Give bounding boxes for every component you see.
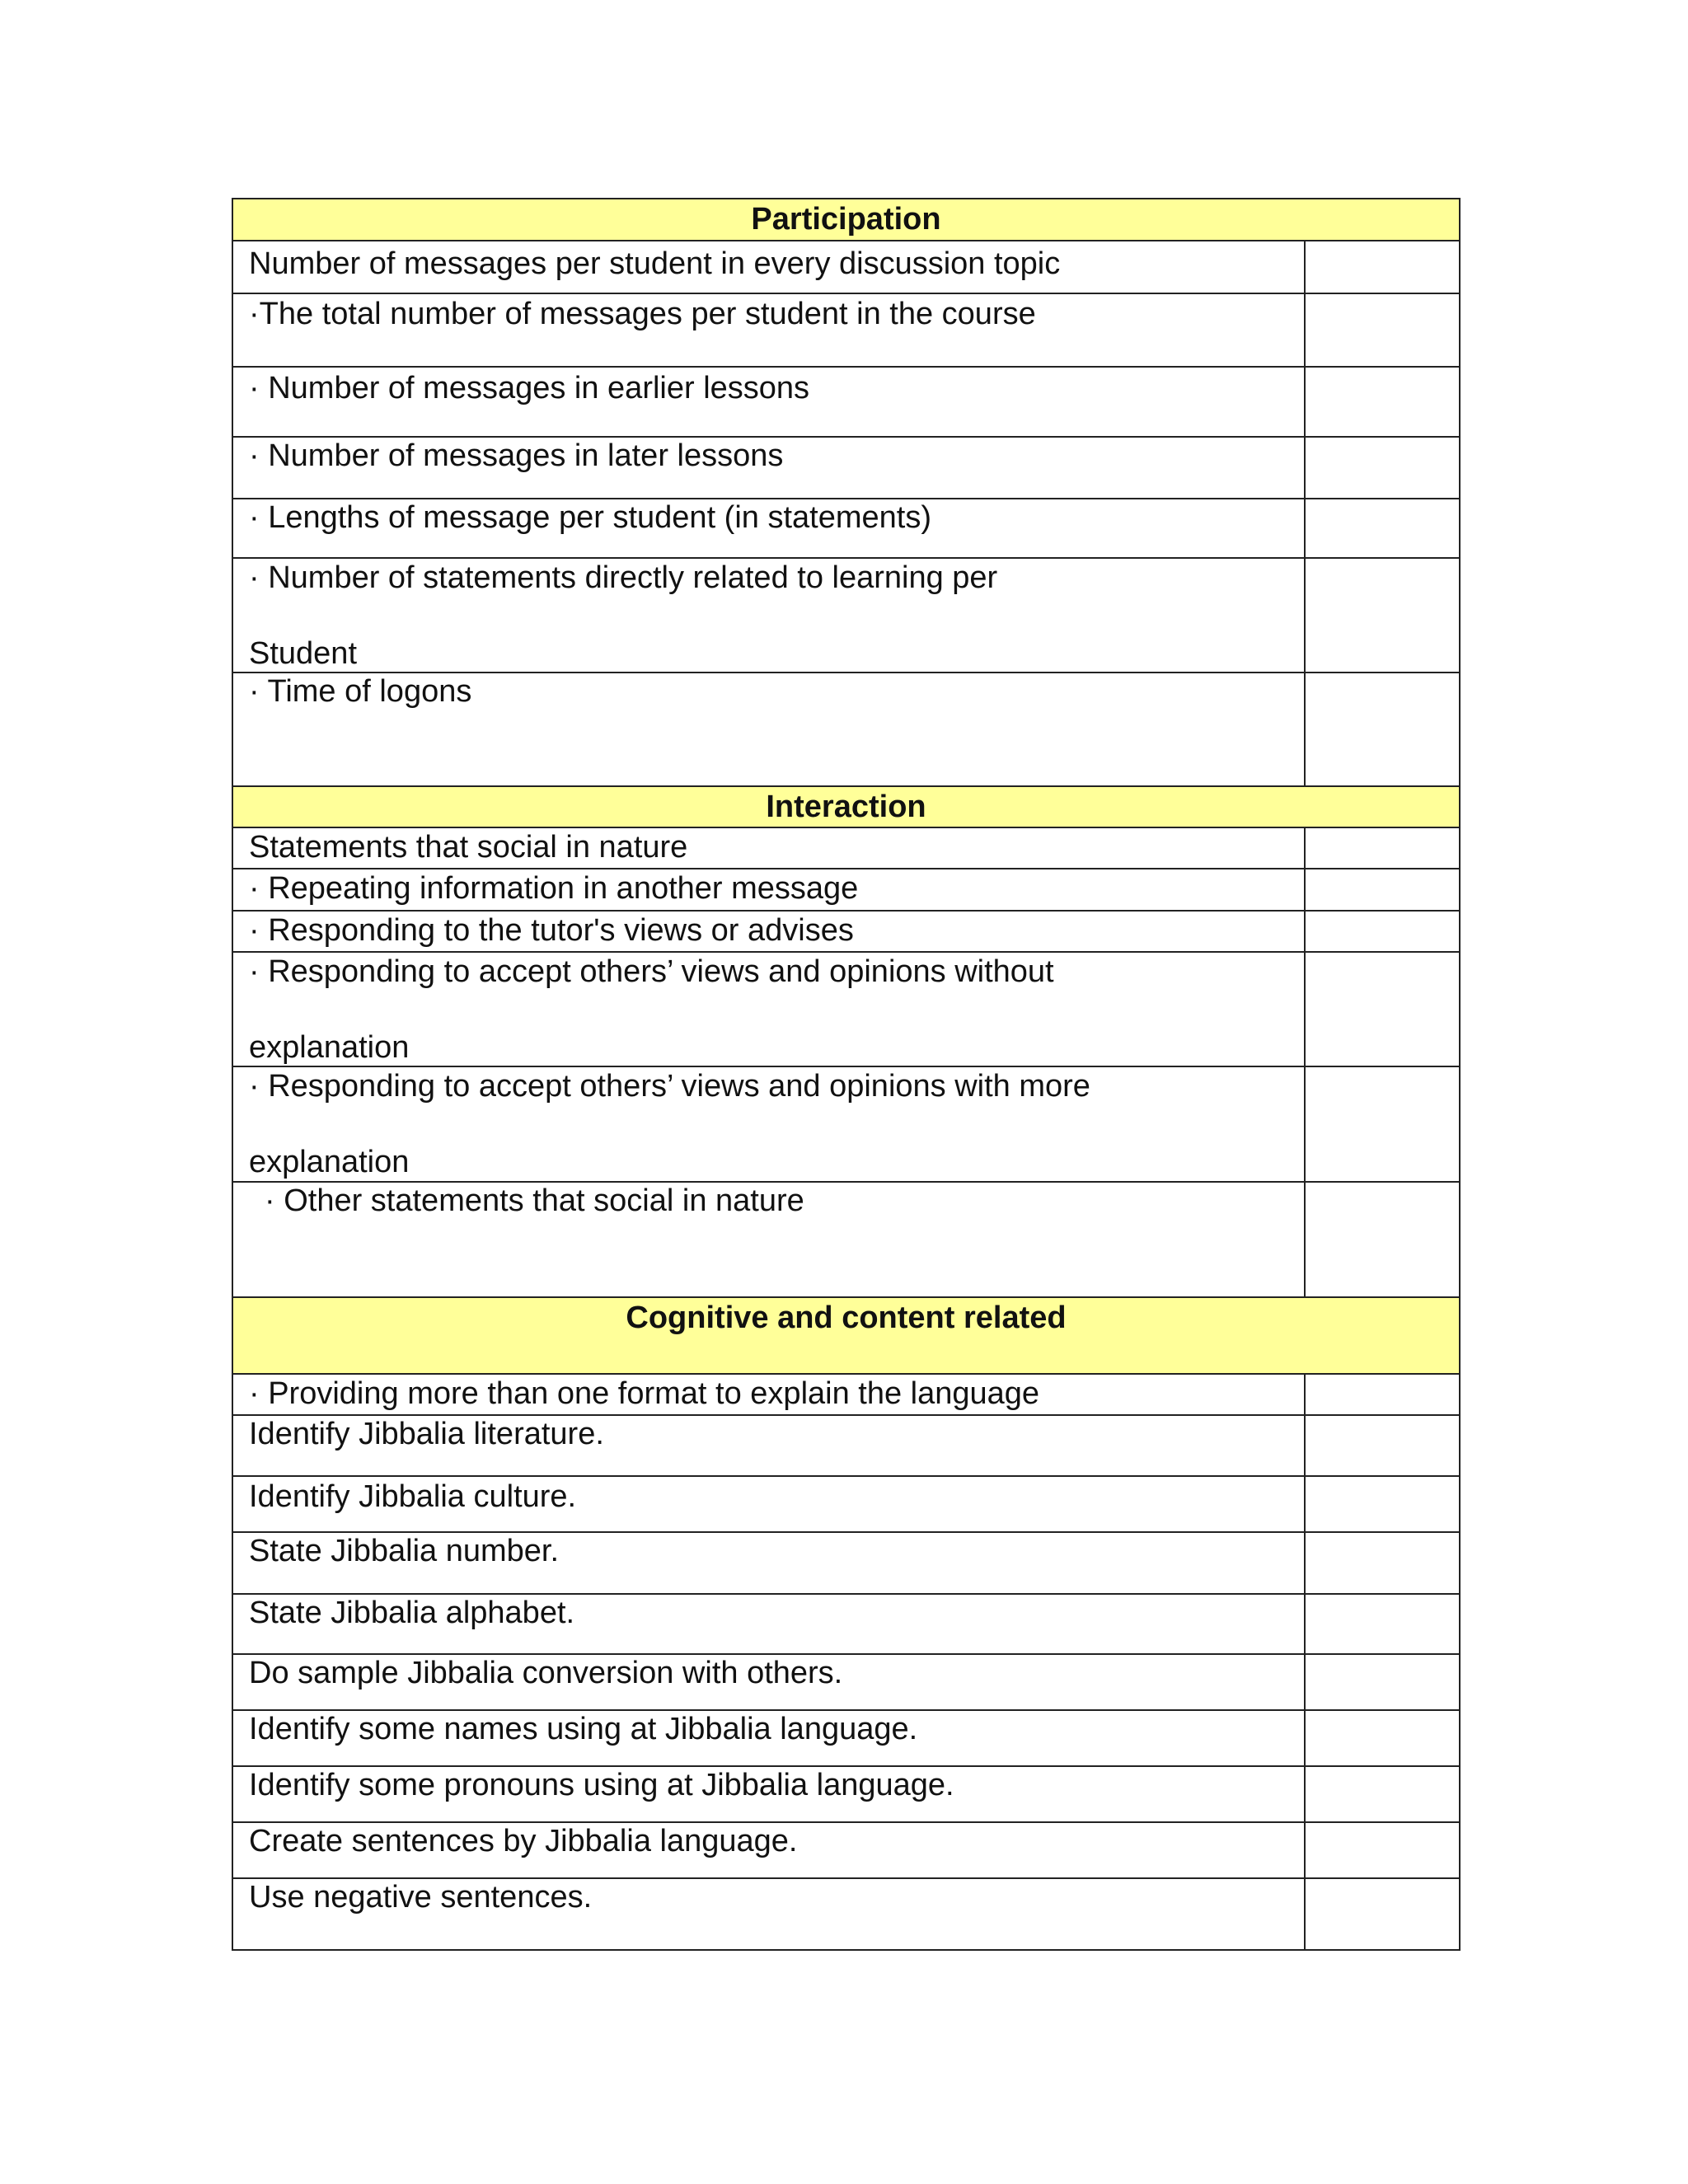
row-label: · Number of statements directly related to learning per Student <box>233 559 1306 672</box>
row-label: Identify Jibbalia literature. <box>233 1416 1306 1475</box>
checklist-table <box>232 198 1461 1951</box>
check-cell[interactable] <box>1306 1375 1459 1414</box>
table-row <box>233 951 1459 1066</box>
check-cell[interactable] <box>1306 1655 1459 1709</box>
table-row <box>233 1653 1459 1709</box>
section-header-participation <box>233 199 1459 240</box>
row-label: Number of messages per student in every discussion topic <box>233 241 1306 293</box>
table-row <box>233 436 1459 498</box>
check-cell[interactable] <box>1306 368 1459 436</box>
check-cell[interactable] <box>1306 953 1459 1066</box>
row-label: Identify Jibbalia culture. <box>233 1477 1306 1531</box>
check-cell[interactable] <box>1306 294 1459 366</box>
row-label: · Time of logons <box>233 673 1306 785</box>
check-cell[interactable] <box>1306 499 1459 557</box>
table-row <box>233 498 1459 557</box>
table-row <box>233 910 1459 951</box>
check-cell[interactable] <box>1306 1879 1459 1949</box>
table-row <box>233 672 1459 785</box>
row-label: · Responding to the tutor's views or advises <box>233 912 1306 951</box>
row-label: Use negative sentences. <box>233 1879 1306 1949</box>
row-label: · Other statements that social in nature <box>233 1183 1306 1296</box>
row-label: State Jibbalia alphabet. <box>233 1595 1306 1653</box>
table-row <box>233 1765 1459 1821</box>
table-row <box>233 1181 1459 1296</box>
check-cell[interactable] <box>1306 1067 1459 1181</box>
check-cell[interactable] <box>1306 1595 1459 1653</box>
check-cell[interactable] <box>1306 559 1459 672</box>
check-cell[interactable] <box>1306 241 1459 293</box>
table-row <box>233 868 1459 910</box>
check-cell[interactable] <box>1306 673 1459 785</box>
section-title: Interaction <box>766 790 926 824</box>
check-cell[interactable] <box>1306 869 1459 910</box>
row-label: Identify some pronouns using at Jibbalia language. <box>233 1767 1306 1821</box>
table-row <box>233 557 1459 672</box>
table-row <box>233 1531 1459 1593</box>
table-row <box>233 240 1459 293</box>
table-row <box>233 1373 1459 1414</box>
table-row <box>233 1593 1459 1653</box>
row-label: · Lengths of message per student (in statements) <box>233 499 1306 557</box>
table-row <box>233 293 1459 366</box>
row-label: · Responding to accept others’ views and opinions without explanation <box>233 953 1306 1066</box>
check-cell[interactable] <box>1306 1767 1459 1821</box>
check-cell[interactable] <box>1306 1183 1459 1296</box>
row-label: Do sample Jibbalia conversion with others. <box>233 1655 1306 1709</box>
table-row <box>233 1066 1459 1181</box>
row-label: Create sentences by Jibbalia language. <box>233 1823 1306 1877</box>
check-cell[interactable] <box>1306 912 1459 951</box>
check-cell[interactable] <box>1306 1533 1459 1593</box>
section-title: Cognitive and content related <box>626 1301 1067 1335</box>
row-label: · Number of messages in later lessons <box>233 438 1306 498</box>
row-label: · Number of messages in earlier lessons <box>233 368 1306 436</box>
row-label: Identify some names using at Jibbalia language. <box>233 1711 1306 1765</box>
table-row <box>233 1877 1459 1949</box>
row-label: ·The total number of messages per student in the course <box>233 294 1306 366</box>
check-cell[interactable] <box>1306 828 1459 868</box>
row-label: · Responding to accept others’ views and opinions with more explanation <box>233 1067 1306 1181</box>
row-label: · Providing more than one format to explain the language <box>233 1375 1306 1414</box>
table-row <box>233 366 1459 436</box>
check-cell[interactable] <box>1306 1711 1459 1765</box>
check-cell[interactable] <box>1306 1823 1459 1877</box>
table-row <box>233 1709 1459 1765</box>
table-row <box>233 1821 1459 1877</box>
row-label: · Repeating information in another message <box>233 869 1306 910</box>
section-title: Participation <box>751 202 941 237</box>
table-row <box>233 827 1459 868</box>
check-cell[interactable] <box>1306 1477 1459 1531</box>
check-cell[interactable] <box>1306 1416 1459 1475</box>
check-cell[interactable] <box>1306 438 1459 498</box>
row-label: Statements that social in nature <box>233 828 1306 868</box>
table-row <box>233 1414 1459 1475</box>
section-header-cognitive <box>233 1296 1459 1373</box>
row-label: State Jibbalia number. <box>233 1533 1306 1593</box>
table-row <box>233 1475 1459 1531</box>
section-header-interaction <box>233 785 1459 827</box>
